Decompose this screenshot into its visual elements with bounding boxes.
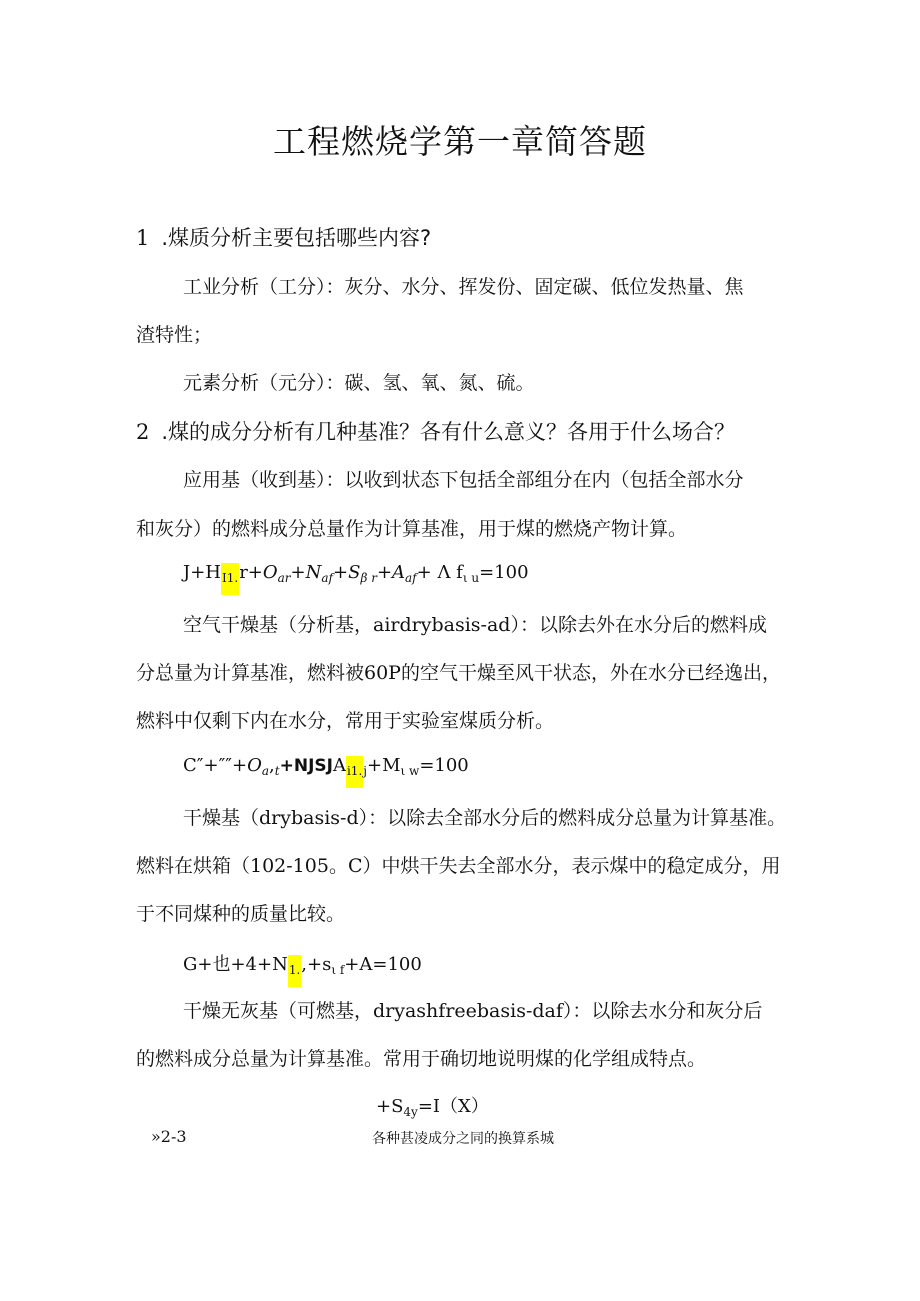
formula-subscript: β r [360,571,377,585]
page-title: 工程燃烧学第一章简答题 [273,122,647,161]
formula-subscript: I1. [221,563,239,595]
paragraph-line: 燃料中仅剩下内在水分，常用于实验室煤质分析。 [136,710,555,732]
formula-dry [183,950,422,976]
paragraph-line: 干燥无灰基（可燃基，dryashfreebasis-daf）：以除去水分和灰分后 [183,1000,763,1022]
formula-subscript: ι u [462,571,480,585]
formula-part: =100 [479,562,529,583]
formula-part: J+H [183,562,221,583]
formula-dry-ash-free [376,1092,489,1118]
formula-part: A [392,562,406,583]
formula-part: A [332,755,346,776]
formula-part: + [376,562,393,583]
formula-subscript: af [321,571,333,585]
paragraph-line: 应用基（收到基）：以收到状态下包括全部组分在内（包括全部水分 [183,469,744,491]
formula-subscript: j [363,764,367,778]
formula-part: N [305,562,322,583]
question-text: .煤的成分分析有几种基准？各有什么意义？各用于什么场合？ [161,420,736,444]
paragraph-line: 于不同煤种的质量比较。 [136,903,346,925]
formula-air-dried [183,755,469,776]
formula-part: + [333,562,349,583]
formula-subscript: t [274,764,280,778]
formula-part: C″+″″+ [183,755,248,776]
formula-part: =100 [419,755,469,776]
formula-part: G+也+4+N [183,954,288,975]
question-2 [136,416,735,446]
formula-part: =I（X） [417,1096,489,1117]
formula-part: O [247,755,262,776]
formula-part: r+ [239,562,263,583]
paragraph-line: 燃料在烘箱（102-105。C）中烘干失去全部水分，表示煤中的稳定成分，用 [136,855,781,877]
paragraph-line: 的燃料成分总量为计算基准。常用于确切地说明煤的化学组成特点。 [136,1048,707,1070]
formula-part: S [348,562,361,583]
table-caption-title: 各种甚凌成分之同的换算系城 [372,1131,554,1147]
paragraph-line: 渣特性； [136,324,213,346]
question-number: 2 [136,420,150,444]
question-text: .煤质分析主要包括哪些内容? [161,226,432,250]
formula-part: +M [367,755,401,776]
paragraph-line: 空气干燥基（分析基，airdrybasis-ad）：以除去外在水分后的燃料成 [183,614,767,636]
formula-part: + [290,562,306,583]
question-number: 1 [136,226,150,250]
formula-subscript: a [261,764,270,778]
formula-part: +S [376,1096,404,1117]
formula-part: +A=100 [344,954,422,975]
formula-subscript: ar [277,571,291,585]
formula-subscript: ι f [331,963,345,977]
formula-subscript: ι w [400,764,420,778]
paragraph-line: 分总量为计算基准，燃料被60P的空气干燥至风干状态，外在水分已经逸出， [136,662,781,684]
paragraph-line: 元素分析（元分）：碳、氢、氧、氮、硫。 [183,372,535,394]
paragraph-line: 和灰分）的燃料成分总量作为计算基准，用于煤的燃烧产物计算。 [136,518,688,540]
formula-part: , [269,755,275,776]
formula-part: O [262,562,278,583]
table-caption-number: »2-3 [151,1127,187,1146]
paragraph-line: 干燥基（drybasis-d）：以除去全部水分后的燃料成分总量为计算基准。 [183,807,787,829]
question-1 [136,222,431,252]
paragraph-line: 工业分析（工分）：灰分、水分、挥发份、固定碳、低位发热量、焦 [183,276,744,298]
formula-subscript: af [405,571,417,585]
formula-subscript: 4y [403,1105,418,1119]
formula-subscript: 1. [288,955,301,987]
formula-subscript: i1. [346,756,363,788]
formula-part: ,+s [301,954,332,975]
formula-part: + Λ f [416,562,463,583]
formula-part: +NJSJ [279,756,333,776]
formula-as-received [183,562,529,583]
